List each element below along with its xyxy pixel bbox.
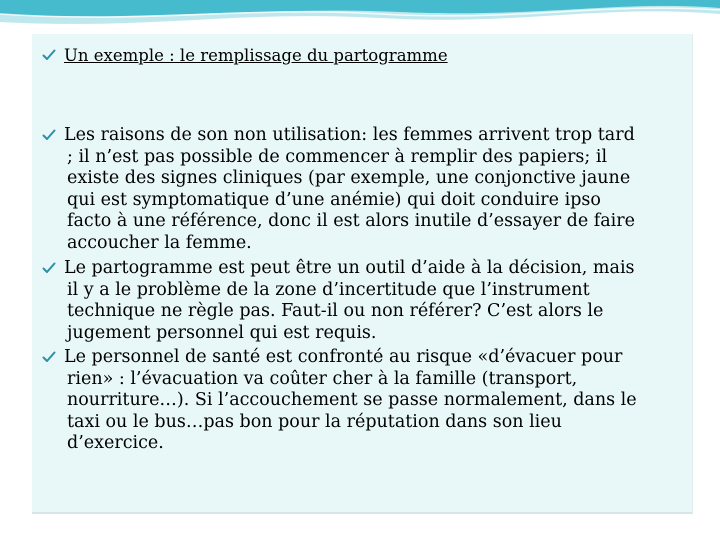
title-bullet bbox=[42, 45, 682, 67]
bullet-line: accoucher la femme. bbox=[67, 232, 252, 253]
bullet-item bbox=[42, 347, 682, 455]
bullet-line: il y a le problème de la zone d’incertitude que l’instrument bbox=[67, 279, 590, 300]
bullet-line: Le partogramme est peut être un outil d’aide à la décision, mais bbox=[64, 258, 635, 278]
bullet-line: Le personnel de santé est confronté au risque «d’évacuer pour bbox=[64, 347, 623, 367]
bullet-line: facto à une référence, donc il est alors inutile d’essayer de faire bbox=[67, 211, 635, 231]
bullet-line: rien» : l’évacuation va coûter cher à la famille (transport, bbox=[67, 368, 578, 389]
bullet-line: Les raisons de son non utilisation: les femmes arrivent trop tard bbox=[64, 125, 635, 145]
checkmark-bullet-icon bbox=[42, 350, 56, 364]
bullet-line: jugement personnel qui est requis. bbox=[67, 322, 377, 343]
bullet-line: d’exercice. bbox=[67, 433, 164, 453]
decorative-wave-band bbox=[0, 0, 720, 36]
bullet-item bbox=[42, 125, 682, 254]
bullet-text bbox=[42, 125, 682, 254]
bullet-text bbox=[42, 347, 682, 455]
checkmark-bullet-icon bbox=[42, 48, 56, 62]
bullet-item bbox=[42, 258, 682, 344]
bullet-line: technique ne règle pas. Faut-il ou non référer? C’est alors le bbox=[67, 301, 604, 321]
bullet-line: taxi ou le bus…pas bon pour la réputation dans son lieu bbox=[67, 411, 562, 432]
bullet-line: qui est symptomatique d’une anémie) qui doit conduire ipso bbox=[67, 189, 601, 210]
bullet-text bbox=[42, 258, 682, 344]
bullet-line: existe des signes cliniques (par exemple, une conjonctive jaune bbox=[67, 168, 631, 188]
title-text: Un exemple : le remplissage du partogramme bbox=[64, 46, 448, 65]
bullet-line: nourriture…). Si l’accouchement se passe normalement, dans le bbox=[67, 390, 637, 410]
checkmark-bullet-icon bbox=[42, 128, 56, 142]
checkmark-bullet-icon bbox=[42, 261, 56, 275]
bullet-line: ; il n’est pas possible de commencer à remplir des papiers; il bbox=[67, 146, 608, 167]
